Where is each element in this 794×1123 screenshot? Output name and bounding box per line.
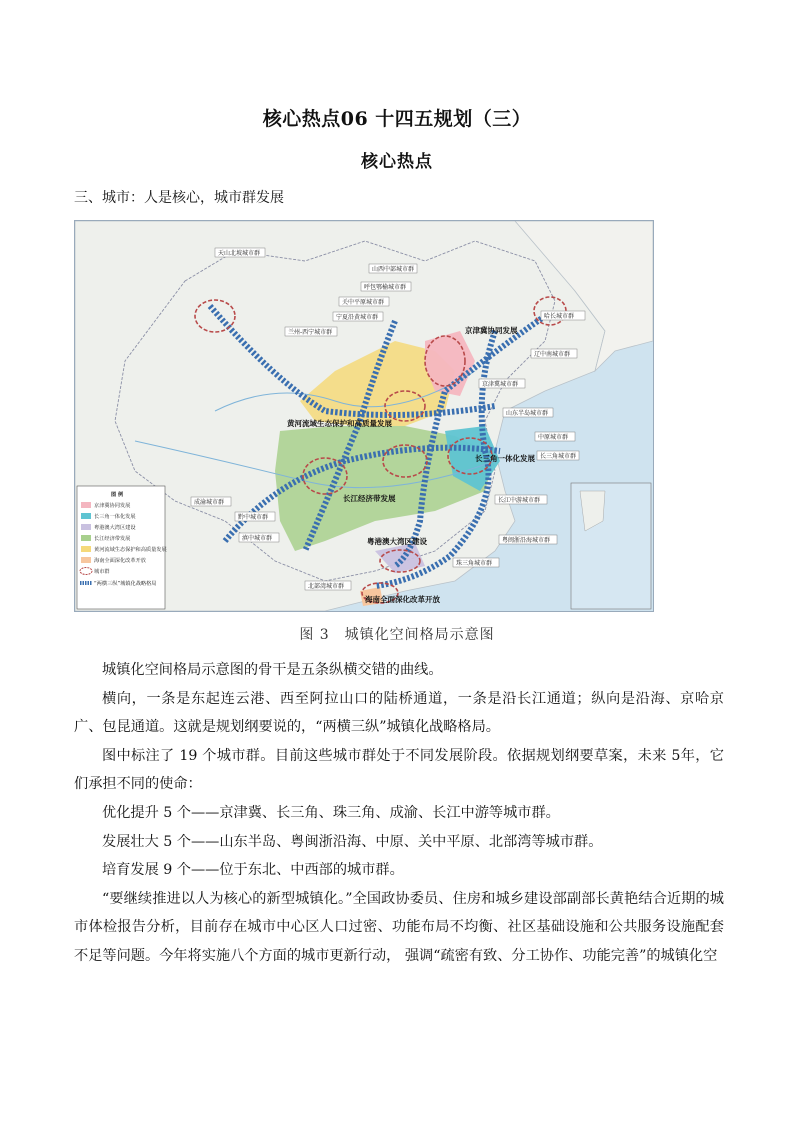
legend-item: 海南全面深化改革开放 [94,558,146,564]
body-text [74,656,724,971]
paragraph: 横向，一条是东起连云港、西至阿拉山口的陆桥通道，一条是沿长江通道；纵向是沿海、京哈京广、包昆通道。这就是规划纲要说的，“两横三纵”城镇化战略格局。 [74,690,724,736]
yellow-river-strategy-label: 黄河流域生态保护和高质量发展 [287,419,392,428]
city-label: 北部湾城市群 [308,583,345,590]
paragraph: 优化提升 5 个——京津冀、长三角、珠三角、成渝、长江中游等城市群。 [102,804,560,821]
yangtze-economic-belt-strategy-label: 长江经济带发展 [343,494,396,503]
paragraph: 发展壮大 5 个——山东半岛、粤闽浙沿海、中原、关中平原、北部湾等城市群。 [102,833,603,850]
city-label: 宁夏沿黄城市群 [336,314,379,321]
paragraph: 图中标注了 19 个城市群。目前这些城市群处于不同发展阶段。依据规划纲要草案，未来 5年，它们承担不同的使命： [74,747,724,793]
city-label: 成渝城市群 [194,499,225,506]
city-label: 长江中游城市群 [498,497,541,504]
city-label: 山西中部城市群 [372,266,415,273]
jingjinji-strategy-label: 京津冀协同发展 [465,326,518,335]
city-label: 天山北坡城市群 [218,250,261,257]
legend-title: 图 例 [111,492,124,498]
section-subtitle: 核心热点 [361,152,433,172]
city-label: 关中平原城市群 [342,299,385,306]
gba-strategy-label: 粤港澳大湾区建设 [367,537,427,546]
legend-item: 长三角一体化发展 [94,514,136,520]
hainan-strategy-label: 海南全面深化改革开放 [365,595,440,604]
city-label: 珠三角城市群 [456,560,493,567]
page-title: 核心热点06 十四五规划（三） [262,108,532,130]
paragraph: 城镇化空间格局示意图的骨干是五条纵横交错的曲线。 [102,662,443,678]
urbanization-map [74,220,654,612]
paragraph: 培育发展 9 个——位于东北、中西部的城市群。 [102,862,404,879]
city-label: 山东半岛城市群 [506,410,549,417]
city-label: 兰州-西宁城市群 [288,329,333,336]
city-label: 滇中城市群 [242,535,273,542]
city-label: 京津冀城市群 [482,381,519,388]
legend-item: 长江经济带发展 [94,536,131,542]
legend-item: 黄河流域生态保护和高质量发展 [94,547,167,553]
city-label: 呼包鄂榆城市群 [364,284,407,291]
paragraph: “要继续推进以人为核心的新型城镇化。”全国政协委员、住房和城乡建设部副部长黄艳结合近期的城市体检报告分析，目前存在城市中心区人口过密、功能布局不均衡、社区基础设施和公共服务设施配套不足等问题。今年将实施八个方面的城市更新行动， 强调“疏密有致、分工协作、功能完善”的城镇化空 [74,890,724,964]
section-heading: 三、城市：人是核心，城市群发展 [74,190,284,206]
legend-item: 城市群 [94,569,110,575]
city-label: 黔中城市群 [238,514,269,521]
city-label: 中原城市群 [538,434,569,441]
yangtze-delta-strategy-label: 长三角一体化发展 [475,454,535,463]
legend-item: 粤港澳大湾区建设 [94,525,136,531]
city-label: 长三角城市群 [540,453,577,460]
city-label: 辽中南城市群 [534,351,571,358]
city-label: 粤闽浙沿海城市群 [502,537,551,544]
legend-item: “两横三纵”城镇化战略格局 [94,581,157,587]
legend [77,486,167,609]
legend-item: 京津冀协同发展 [94,503,131,509]
figure-caption: 图 3 城镇化空间格局示意图 [299,627,495,643]
city-label: 哈长城市群 [544,313,575,320]
